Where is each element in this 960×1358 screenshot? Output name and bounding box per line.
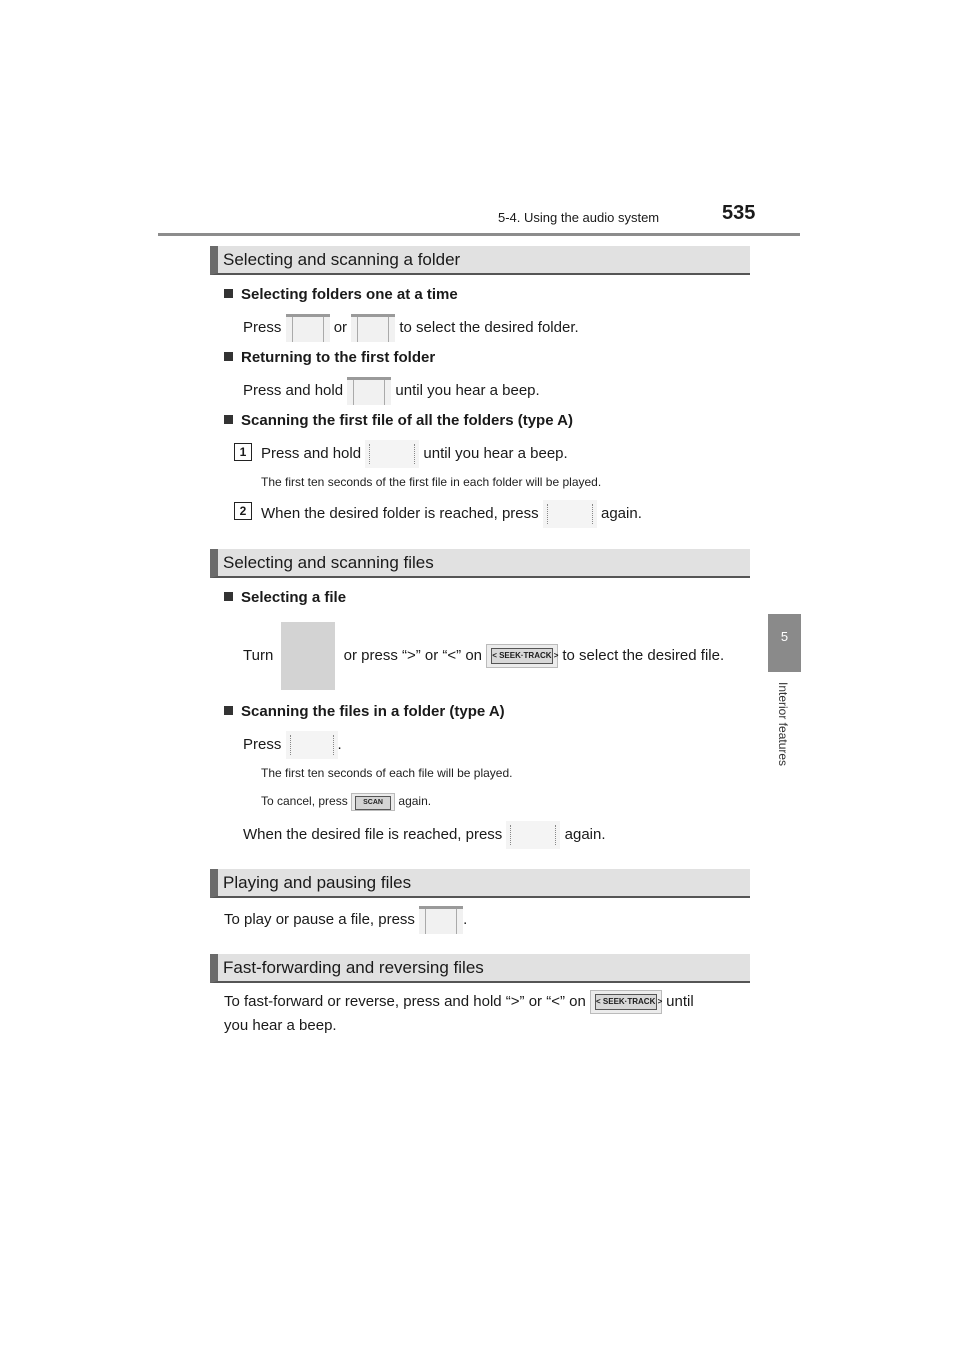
subheading-scan-files: Scanning the files in a folder (type A) bbox=[224, 703, 505, 720]
subheading-returning-first-folder: Returning to the first folder bbox=[224, 349, 435, 366]
play-pause-button-icon bbox=[419, 906, 463, 934]
paragraph-select-file: Turn or press “>” or “<” on < SEEK·TRACK > to select the desired file. bbox=[243, 622, 724, 690]
square-bullet-icon bbox=[224, 706, 233, 715]
paragraph-step-1: Press and hold until you hear a beep. bbox=[261, 440, 568, 468]
square-bullet-icon bbox=[224, 289, 233, 298]
section-heading: Playing and pausing files bbox=[223, 873, 412, 892]
note-each-file: The first ten seconds of each file will be played. bbox=[261, 766, 513, 780]
subheading-scan-folders: Scanning the first file of all the folders (type A) bbox=[224, 412, 573, 429]
folder-up-button-icon bbox=[286, 314, 330, 342]
subheading-folders-one-at-a-time: Selecting folders one at a time bbox=[224, 286, 458, 303]
step-number-1: 1 bbox=[234, 443, 252, 461]
step-number-2: 2 bbox=[234, 502, 252, 520]
section-header-folder bbox=[210, 246, 750, 275]
scan-button-icon bbox=[506, 821, 560, 849]
tune-knob-icon bbox=[281, 622, 335, 690]
paragraph-step-2: When the desired folder is reached, press again. bbox=[261, 500, 642, 528]
paragraph-fast-forward: To fast-forward or reverse, press and hold “>” or “<” on < SEEK·TRACK > until bbox=[224, 990, 694, 1014]
header-divider bbox=[158, 233, 800, 236]
paragraph-scan-press: Press . bbox=[243, 731, 342, 759]
section-title: 5-4. Using the audio system bbox=[498, 210, 660, 225]
paragraph-return-first-folder: Press and hold until you hear a beep. bbox=[243, 377, 540, 405]
folder-button-icon bbox=[347, 377, 391, 405]
note-cancel: To cancel, press SCAN again. bbox=[261, 793, 431, 811]
seek-track-button-icon: < SEEK·TRACK > bbox=[486, 644, 558, 668]
section-header-files bbox=[210, 549, 750, 578]
paragraph-file-reached: When the desired file is reached, press again. bbox=[243, 821, 606, 849]
square-bullet-icon bbox=[224, 415, 233, 424]
note-first-ten-seconds: The first ten seconds of the first file in each folder will be played. bbox=[261, 475, 602, 489]
section-heading: Fast-forwarding and reversing files bbox=[223, 958, 484, 977]
scan-button-icon bbox=[543, 500, 597, 528]
section-heading: Selecting and scanning files bbox=[223, 553, 434, 572]
chapter-label: Interior features bbox=[776, 682, 790, 767]
scan-button-icon bbox=[365, 440, 419, 468]
paragraph-play-pause: To play or pause a file, press . bbox=[224, 906, 467, 934]
section-heading: Selecting and scanning a folder bbox=[223, 250, 461, 269]
page-number: 535 bbox=[722, 202, 756, 224]
square-bullet-icon bbox=[224, 592, 233, 601]
scan-label-button-icon: SCAN bbox=[351, 793, 395, 811]
paragraph-select-folder: Press or to select the desired folder. bbox=[243, 314, 579, 342]
seek-track-button-icon: < SEEK·TRACK > bbox=[590, 990, 662, 1014]
paragraph-fast-forward-cont: you hear a beep. bbox=[224, 1017, 337, 1034]
section-header-play bbox=[210, 869, 750, 898]
folder-down-button-icon bbox=[351, 314, 395, 342]
square-bullet-icon bbox=[224, 352, 233, 361]
scan-button-icon bbox=[286, 731, 338, 759]
chapter-tab: 5 bbox=[768, 614, 801, 672]
subheading-selecting-file: Selecting a file bbox=[224, 589, 346, 606]
section-header-fast bbox=[210, 954, 750, 983]
